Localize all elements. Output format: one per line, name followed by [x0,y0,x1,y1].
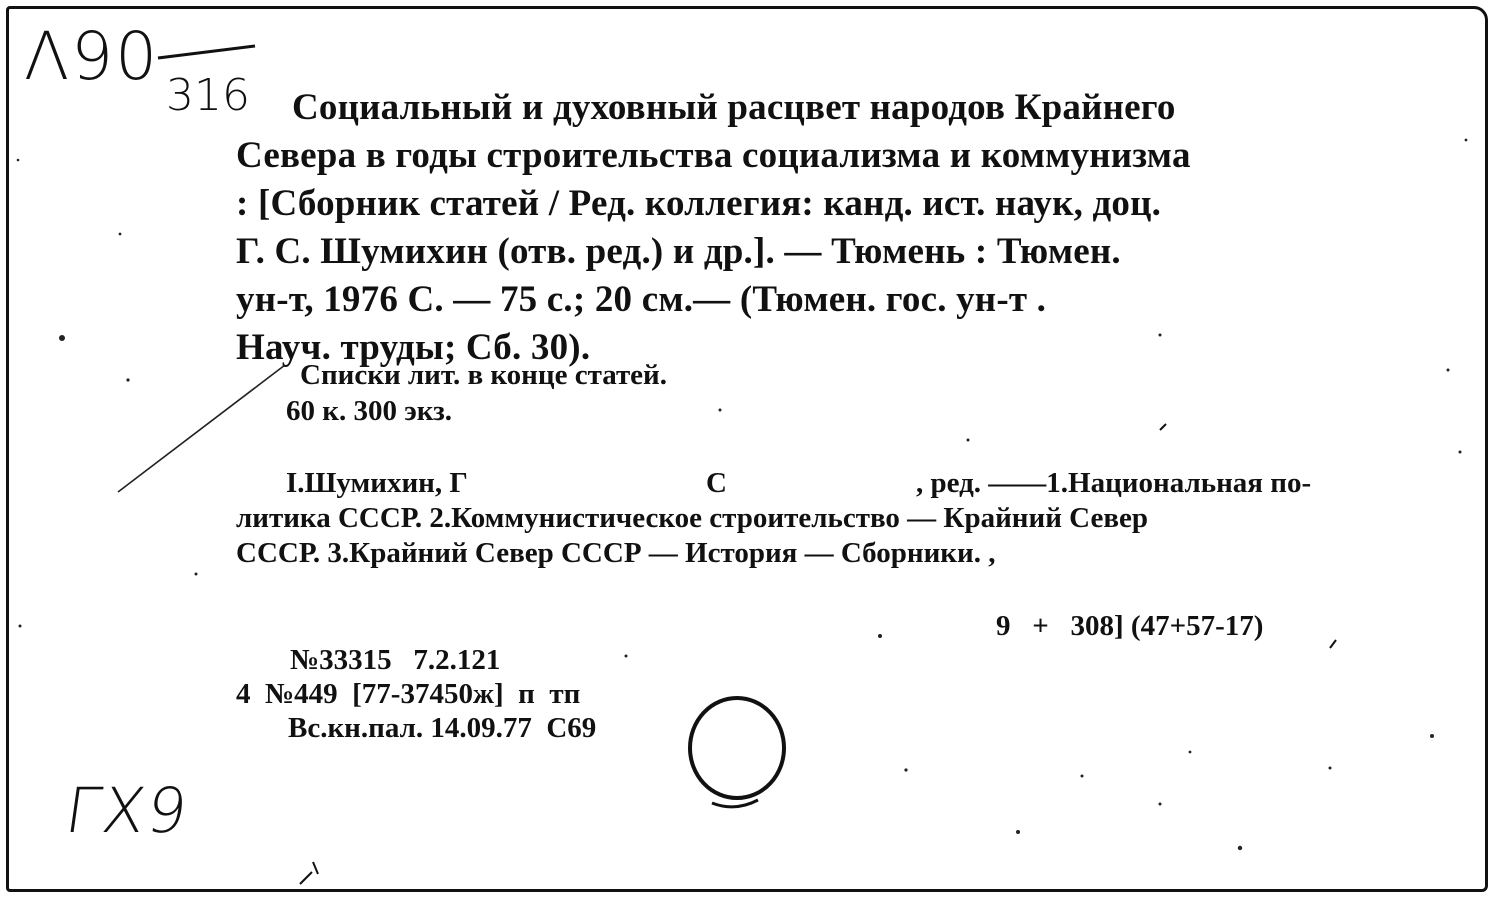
subject-line-2: литика СССР. 2.Коммунистическое строительство — Крайний Север [236,502,1148,534]
title-line-3: : [Сборник статей / Ред. коллегия: канд. ист. наук, доц. [236,183,1162,224]
paper-specks [17,139,1468,851]
subject-author-part: I.Шумихин, Г [286,467,468,499]
handwritten-bottom-note: ГХ9 [60,774,194,847]
subject-line-3: СССР. 3.Крайний Север СССР — История — Сборники. , [236,537,996,569]
title-line-4: Г. С. Шумихин (отв. ред.) и др.]. — Тюмень : Тюмен. [236,231,1121,272]
subject-heading-1: , ред. ——1.Национальная по- [916,467,1312,499]
hand-drawn-circle [690,698,784,798]
title-line-6: Науч. труды; Сб. 30). [236,327,591,368]
subject-author-initial: С [706,467,727,499]
book-chamber-stamp: Вс.кн.пал. 14.09.77 С69 [288,712,597,744]
price-note: 60 к. 300 экз. [286,395,452,427]
circle-tail [712,800,758,807]
order-number: 4 №449 [77-37450ж] п тп [236,678,581,710]
title-line-2: Севера в годы строительства социализма и коммунизма [236,135,1191,176]
handwritten-shelfmark-sub: 316 [166,70,250,121]
handwritten-shelfmark: Λ90 [24,18,160,95]
title-line-5: ун-т, 1976 С. — 75 с.; 20 см.— (Тюмен. гос. ун-т . [236,279,1047,320]
record-number: №33315 7.2.121 [290,644,501,676]
diagonal-pen-stroke [118,365,285,492]
classification-index: 9 + 308] (47+57-17) [996,610,1264,642]
shelfmark-fraction-line [158,46,255,58]
title-line-1: Социальный и духовный расцвет народов Крайнего [292,87,1176,128]
bibliography-note: Списки лит. в конце статей. [300,359,668,391]
